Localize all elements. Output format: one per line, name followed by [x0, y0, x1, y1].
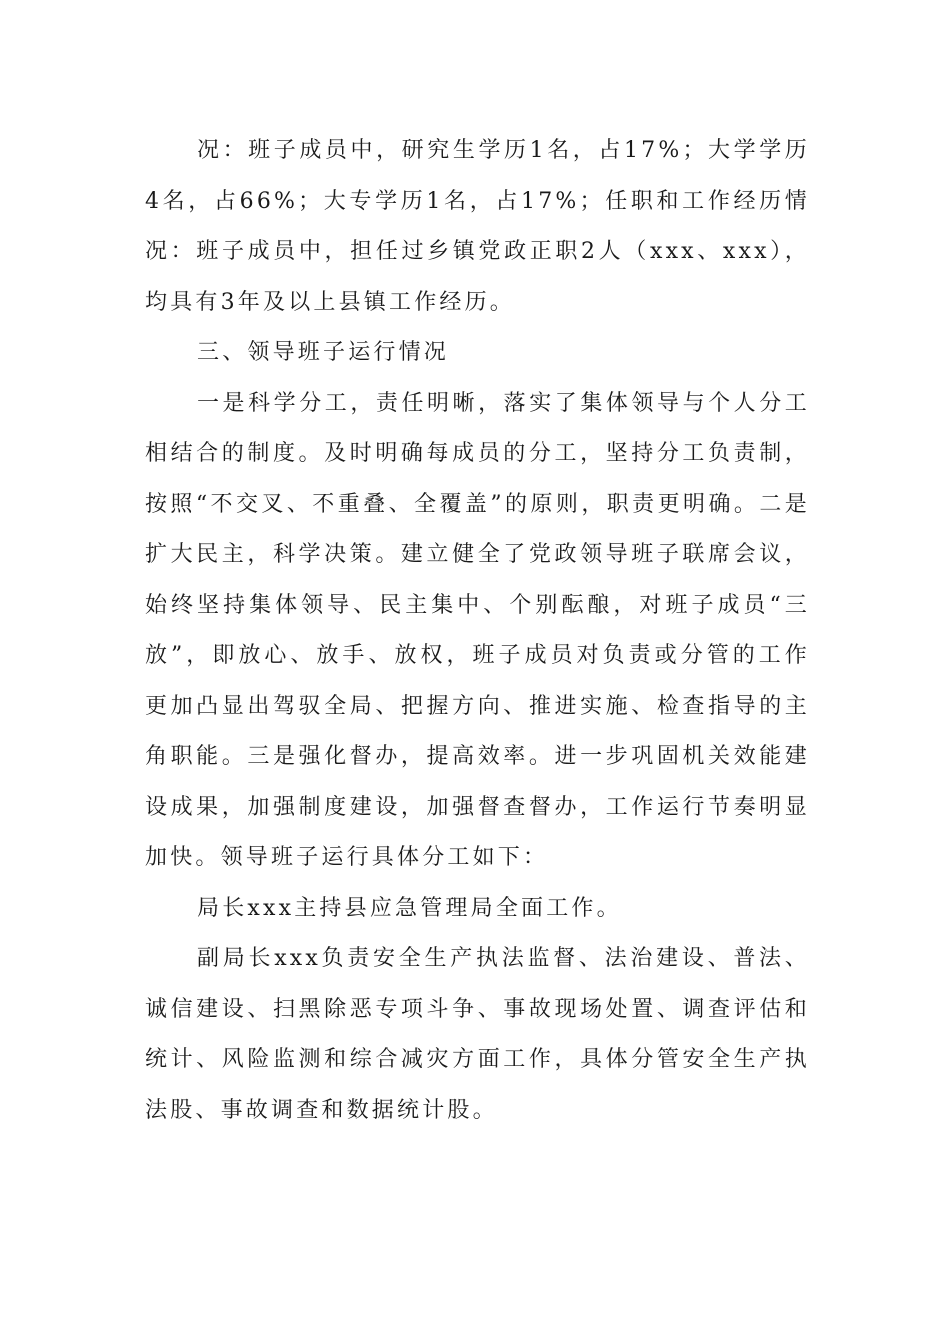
section-heading-team-operation: 三、领导班子运行情况: [197, 340, 450, 365]
paragraph-education-experience: 况：班子成员中，研究生学历1名，占17%；大学学历4名，占66%；大专学历1名，占17%；任职和工作经历情况：班子成员中，担任过乡镇党政正职2人（xxx、xxx），均具有3年及以上县镇工作经历。: [145, 138, 810, 315]
paragraph-team-operation: 一是科学分工，责任明晰，落实了集体领导与个人分工相结合的制度。及时明确每成员的分工，坚持分工负责制，按照“不交叉、不重叠、全覆盖”的原则，职责更明确。二是扩大民主，科学决策。建立健全了党政领导班子联席会议，始终坚持集体领导、民主集中、个别酝酿，对班子成员“三放”，即放心、放手、放权，班子成员对负责或分管的工作更加凸显出驾驭全局、把握方向、推进实施、检查指导的主角职能。三是强化督办，提高效率。进一步巩固机关效能建设成果，加强制度建设，加强督查督办，工作运行节奏明显加快。领导班子运行具体分工如下：: [145, 390, 810, 870]
paragraph-director-duty: 局长xxx主持县应急管理局全面工作。: [197, 895, 622, 921]
paragraph-deputy-director-duty: 副局长xxx负责安全生产执法监督、法治建设、普法、诚信建设、扫黑除恶专项斗争、事故现场处置、调查评估和统计、风险监测和综合减灾方面工作，具体分管安全生产执法股、事故调查和数据统计股。: [145, 946, 810, 1123]
document-body: [145, 126, 810, 1136]
